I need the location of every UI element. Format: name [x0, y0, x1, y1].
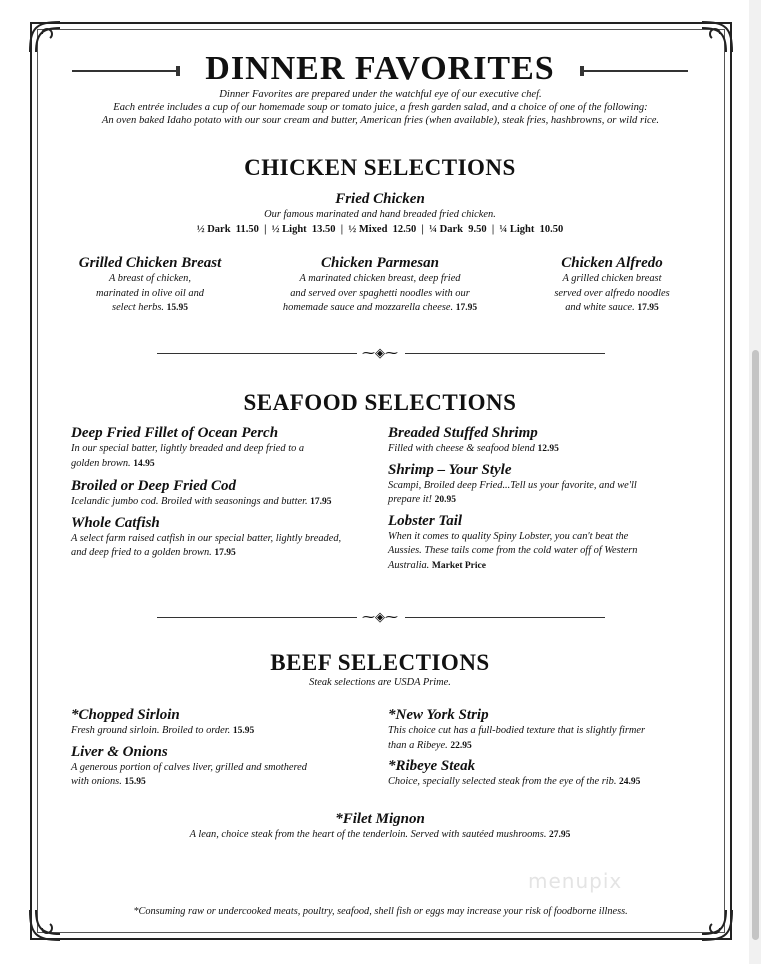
dish-name: *New York Strip [388, 707, 489, 723]
dish-description: In our special batter, lightly breaded and deep fried to a golden brown. 14.95 [71, 443, 305, 469]
dish-price: 17.95 [637, 303, 659, 313]
dish-name: Chicken Alfredo [561, 255, 663, 271]
dish-description: Our famous marinated and hand breaded fried chicken. [264, 209, 496, 220]
dish-price: 12.95 [537, 444, 559, 454]
corner-flourish-icon [26, 18, 64, 56]
beef-right-column [388, 707, 693, 790]
section-heading-chicken: CHICKEN SELECTIONS [244, 155, 516, 180]
corner-flourish-icon [26, 906, 64, 944]
dish-name: Liver & Onions [71, 743, 168, 760]
dish-price: 14.95 [133, 458, 155, 469]
dish-ocean-perch [71, 425, 376, 471]
title-rule-left [72, 70, 176, 72]
dish-description: Icelandic jumbo cod. Broiled with seasonings and butter. 17.95 [71, 496, 332, 507]
dish-description: Fresh ground sirloin. Broiled to order. 15.95 [71, 725, 255, 736]
beef-left-column [71, 707, 376, 790]
dish-chicken-parmesan [255, 255, 505, 316]
section-heading-seafood: SEAFOOD SELECTIONS [243, 390, 517, 415]
dish-catfish [71, 515, 376, 561]
dish-cod [71, 478, 376, 510]
intro-text [50, 88, 711, 127]
title-rule-right [584, 70, 688, 72]
dish-description: A select farm raised catfish in our special batter, lightly breaded, and deep fried to a golden brown. 17.95 [71, 532, 342, 558]
intro-line: Dinner Favorites are prepared under the watchful eye of our executive chef. [219, 89, 542, 100]
dish-price: 15.95 [232, 726, 255, 736]
page-title: DINNER FAVORITES [205, 50, 555, 87]
dish-description: A generous portion of calves liver, grilled and smothered with onions. 15.95 [71, 761, 307, 787]
intro-line: Each entrée includes a cup of our homemade soup or tomato juice, a fresh garden salad, and a choice of one of the following: [113, 102, 648, 113]
dish-name: Chicken Parmesan [321, 255, 439, 271]
dish-description: A grilled chicken breast served over alfredo noodles and white sauce. 17.95 [554, 273, 670, 313]
dish-name: Deep Fried Fillet of Ocean Perch [71, 425, 279, 441]
dish-name: Lobster Tail [388, 512, 463, 529]
divider-ornament-icon: ⁓◈⁓ [362, 609, 398, 624]
dish-new-york-strip [388, 707, 693, 753]
intro-line: An oven baked Idaho potato with our sour cream and butter, American fries (when available), steak fries, hashbrowns, or wild rice. [101, 115, 660, 126]
dish-price: 27.95 [549, 830, 571, 840]
dish-name: Broiled or Deep Fried Cod [71, 478, 236, 494]
dish-description: Choice, specially selected steak from the eye of the rib. 24.95 [388, 776, 641, 787]
dish-name: Fried Chicken [335, 191, 425, 207]
dish-grilled-chicken-breast [60, 255, 240, 316]
dish-price: 15.95 [166, 303, 188, 313]
section-divider [405, 617, 605, 618]
dish-price: 20.95 [434, 495, 456, 505]
dish-description: When it comes to quality Spiny Lobster, you can't beat the Aussies. These tails come from the cold water off of Western Australia. Market Price [388, 530, 638, 571]
scrollbar-thumb[interactable] [752, 350, 759, 940]
dish-name: Whole Catfish [71, 514, 160, 531]
dish-name: Grilled Chicken Breast [78, 255, 222, 271]
dish-name: Shrimp – Your Style [388, 461, 512, 478]
dish-liver-onions [71, 744, 376, 790]
dish-name: *Ribeye Steak [388, 758, 476, 774]
seafood-right-column [388, 425, 688, 573]
dish-price: 24.95 [619, 777, 641, 787]
corner-flourish-icon [698, 18, 736, 56]
section-divider [157, 353, 357, 354]
dish-ribeye-steak [388, 758, 693, 790]
dish-description: A marinated chicken breast, deep fried and served over spaghetti noodles with our homemade sauce and mozzarella cheese. 17.95 [282, 273, 478, 313]
dish-price: 17.95 [214, 548, 236, 558]
dish-price: 17.95 [455, 303, 478, 313]
section-heading-beef: BEEF SELECTIONS [270, 650, 490, 675]
divider-ornament-icon: ⁓◈⁓ [362, 345, 398, 360]
footnote: *Consuming raw or undercooked meats, poultry, seafood, shell fish or eggs may increase your risk of foodborne illness. [133, 906, 628, 917]
dish-chopped-sirloin [71, 707, 376, 739]
dish-description: A lean, choice steak from the heart of the tenderloin. Served with sautéed mushrooms. 27.95 [189, 829, 571, 840]
watermark-logo: menupix [528, 869, 623, 893]
dish-shrimp-your-style [388, 462, 688, 508]
corner-flourish-icon [698, 906, 736, 944]
dish-price: 15.95 [124, 777, 146, 787]
dish-lobster-tail [388, 513, 688, 574]
dish-name: *Filet Mignon [335, 811, 425, 827]
dish-filet-mignon [100, 811, 660, 843]
dish-description: This choice cut has a full-bodied texture that is slightly firmer than a Ribeye. 22.95 [388, 725, 646, 751]
dish-name: Breaded Stuffed Shrimp [388, 425, 538, 441]
dish-price: 22.95 [450, 740, 472, 751]
fried-chicken-prices: ½ Dark 11.50 | ½ Light 13.50 | ½ Mixed 12.50 | ¼ Dark 9.50 | ¼ Light 10.50 [196, 224, 564, 235]
vertical-scrollbar[interactable] [749, 0, 761, 964]
dish-description: Scampi, Broiled deep Fried...Tell us your favorite, and we'll prepare it! 20.95 [388, 479, 637, 505]
dish-name: *Chopped Sirloin [71, 707, 180, 723]
beef-subheading: Steak selections are USDA Prime. [309, 677, 451, 688]
dish-chicken-alfredo [532, 255, 692, 316]
dish-description: Filled with cheese & seafood blend 12.95 [388, 443, 559, 454]
section-divider [405, 353, 605, 354]
dish-stuffed-shrimp [388, 425, 688, 457]
section-divider [157, 617, 357, 618]
dish-price: Market Price [431, 560, 486, 571]
dish-price: 17.95 [310, 497, 332, 507]
seafood-left-column [71, 425, 376, 561]
dish-description: A breast of chicken, marinated in olive oil and select herbs. 15.95 [96, 273, 204, 313]
